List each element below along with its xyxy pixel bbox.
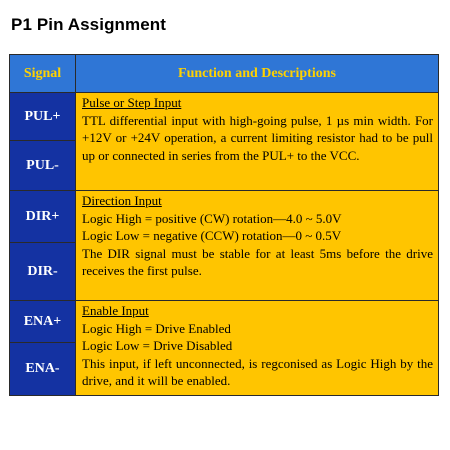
description-heading: Pulse or Step Input bbox=[82, 95, 182, 110]
signal-pul-plus: PUL+ bbox=[10, 93, 76, 141]
description-heading: Enable Input bbox=[82, 303, 149, 318]
header-function: Function and Descriptions bbox=[76, 55, 439, 93]
description-line: This input, if left unconnected, is regconised as Logic High by the drive, and it will be enabled. bbox=[82, 355, 433, 389]
signal-ena-plus: ENA+ bbox=[10, 301, 76, 343]
description-line: Logic High = positive (CW) rotation—4.0 ~ 5.0V bbox=[82, 210, 342, 226]
description-line: Logic Low = negative (CCW) rotation—0 ~ 0.5V bbox=[82, 228, 342, 244]
signal-ena-minus: ENA- bbox=[10, 343, 76, 396]
description-heading: Direction Input bbox=[82, 193, 162, 208]
table-row bbox=[10, 93, 439, 141]
table-row bbox=[10, 301, 439, 343]
table-row bbox=[10, 191, 439, 243]
description-line: TTL differential input with high-going pulse, 1 µs min width. For +12V or +24V operation, a current limiting resistor had to be pull up or connected in series from the PUL+ to the VCC. bbox=[82, 112, 433, 163]
signal-pul-minus: PUL- bbox=[10, 141, 76, 191]
pin-assignment-table bbox=[9, 54, 439, 396]
description-line: Logic Low = Drive Disabled bbox=[82, 338, 233, 354]
page-title: P1 Pin Assignment bbox=[11, 15, 167, 34]
description-line: Logic High = Drive Enabled bbox=[82, 320, 231, 336]
description-direction bbox=[76, 191, 439, 301]
description-enable bbox=[76, 301, 439, 396]
header-signal: Signal bbox=[10, 55, 76, 93]
signal-dir-minus: DIR- bbox=[10, 243, 76, 301]
description-line: The DIR signal must be stable for at least 5ms before the drive receives the first pulse. bbox=[82, 245, 433, 279]
table-header-row bbox=[10, 55, 439, 93]
description-pulse bbox=[76, 93, 439, 191]
signal-dir-plus: DIR+ bbox=[10, 191, 76, 243]
